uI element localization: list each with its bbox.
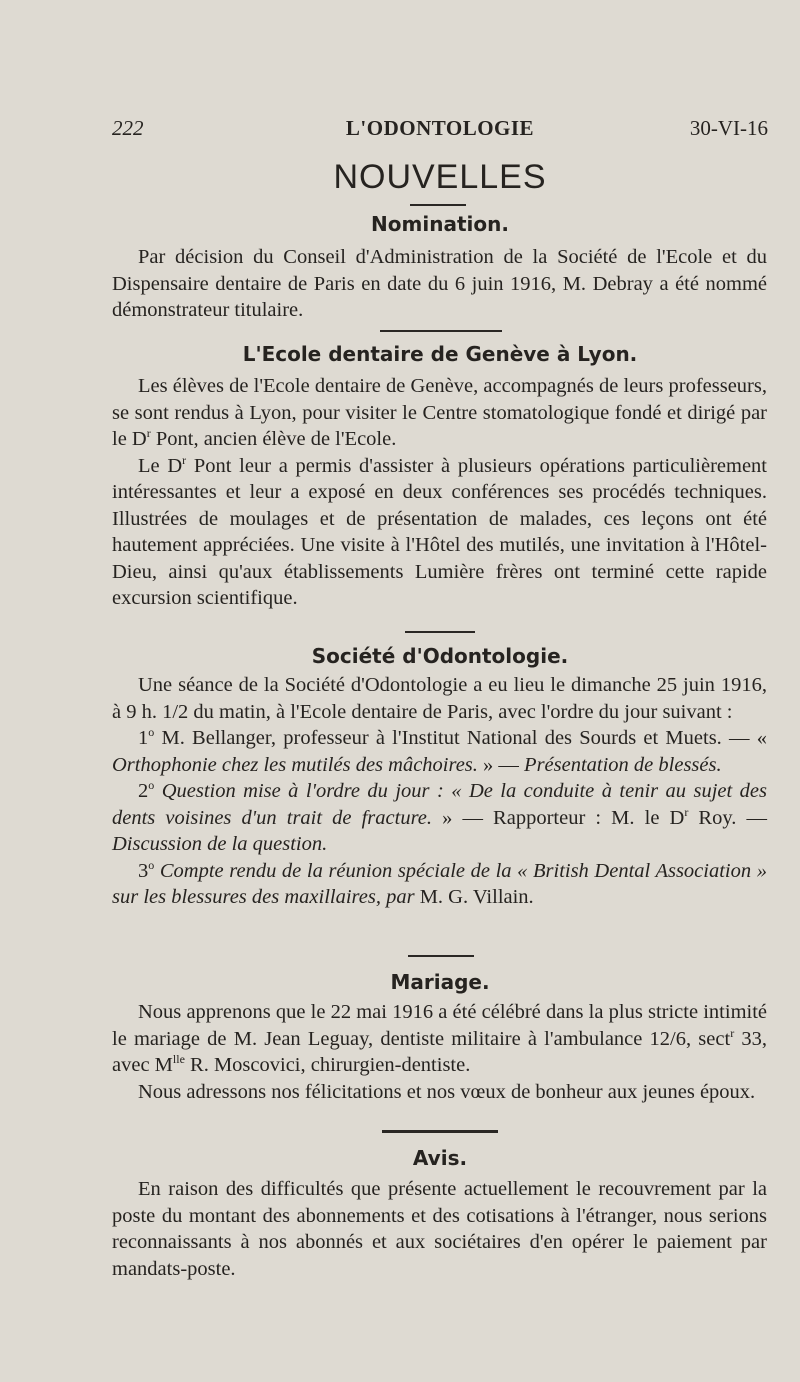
agenda-item-1: 1$^o$ M. Bellanger, professeur à l'Institut National des Sourds et Muets. — « Orthophonie chez les mutilés des mâchoires. » — Présentation de blessés. [112,725,767,776]
section-title: NOUVELLES [333,158,547,196]
page-number: 222 [112,116,144,140]
paragraph: Par décision du Conseil d'Administration de la Société de l'Ecole et du Dispensaire dentaire de Paris en date du 6 juin 1916, M. Debray a été nommé démonstrateur titulaire. [112,246,767,321]
heading-geneve: L'Ecole dentaire de Genève à Lyon. [242,342,638,366]
article-nomination [112,244,767,324]
article-mariage [112,999,767,1105]
section-divider [380,330,502,332]
paragraph: Nous apprenons que le 22 mai 1916 a été célébré dans la plus stricte intimité le mariage de M. Jean Leguay, dentiste militaire à l'ambulance 12/6, sect$^r$ 33, avec $M^{lle}$ R. Moscovici, chirurgien-dentiste. [112,1001,767,1076]
heading-societe: Société d'Odontologie. [311,644,569,668]
section-divider [405,631,475,633]
article-geneve [112,373,767,612]
issue-date: 30-VI-16 [689,116,768,140]
agenda-item-2: 2$^o$ Question mise à l'ordre du jour : « De la conduite à tenir au sujet des dents voisines d'un trait de fracture. » — Rapporteur : M. le $D^r$ Roy. — Discussion de la question. [112,778,767,855]
paragraph: Nous adressons nos félicitations et nos vœux de bonheur aux jeunes époux. [138,1080,756,1103]
title-rule [410,204,466,206]
paragraph: Une séance de la Société d'Odontologie a eu lieu le dimanche 25 juin 1916, à 9 h. 1/2 du matin, à l'Ecole dentaire de Paris, avec l'ordre du jour suivant : [112,674,767,723]
section-divider [408,955,474,957]
agenda-item-3: 3$^o$ Compte rendu de la réunion spéciale de la « British Dental Association » sur les blessures des maxillaires, par M. G. Villain. [112,857,767,908]
paragraph: Le $D^r$ Pont leur a permis d'assister à plusieurs opérations particulièrement intéressantes et leur a exposé en deux conférences ses procédés techniques. Illustrées de moulages et de présentation de malades, ces leçons ont été hautement appréciées. Une visite à l'Hôtel des mutilés, une invitation à l'Hôtel-Dieu, ainsi qu'aux établissements Lumière frères ont terminé cette rapide excursion scientifique. [112,452,767,609]
article-avis [112,1176,767,1282]
heading-nomination: Nomination. [371,212,509,236]
section-divider [382,1130,498,1133]
paragraph: Les élèves de l'Ecole dentaire de Genève, accompagnés de leurs professeurs, se sont rendus à Lyon, pour visiter le Centre stomatologique fondé et dirigé par le $D^r$ Pont, ancien élève de l'Ecole. [112,375,767,450]
heading-mariage: Mariage. [390,970,490,994]
paragraph: En raison des difficultés que présente actuellement le recouvrement par la poste du montant des abonnements et des cotisations à l'étranger, nous serions reconnaissants à nos abonnés et aux sociétaires d'en opérer le paiement par mandats-poste. [112,1178,767,1280]
article-societe [112,672,767,911]
journal-title: L'ODONTOLOGIE [345,116,535,140]
running-header [112,116,768,144]
heading-avis: Avis. [412,1146,468,1170]
